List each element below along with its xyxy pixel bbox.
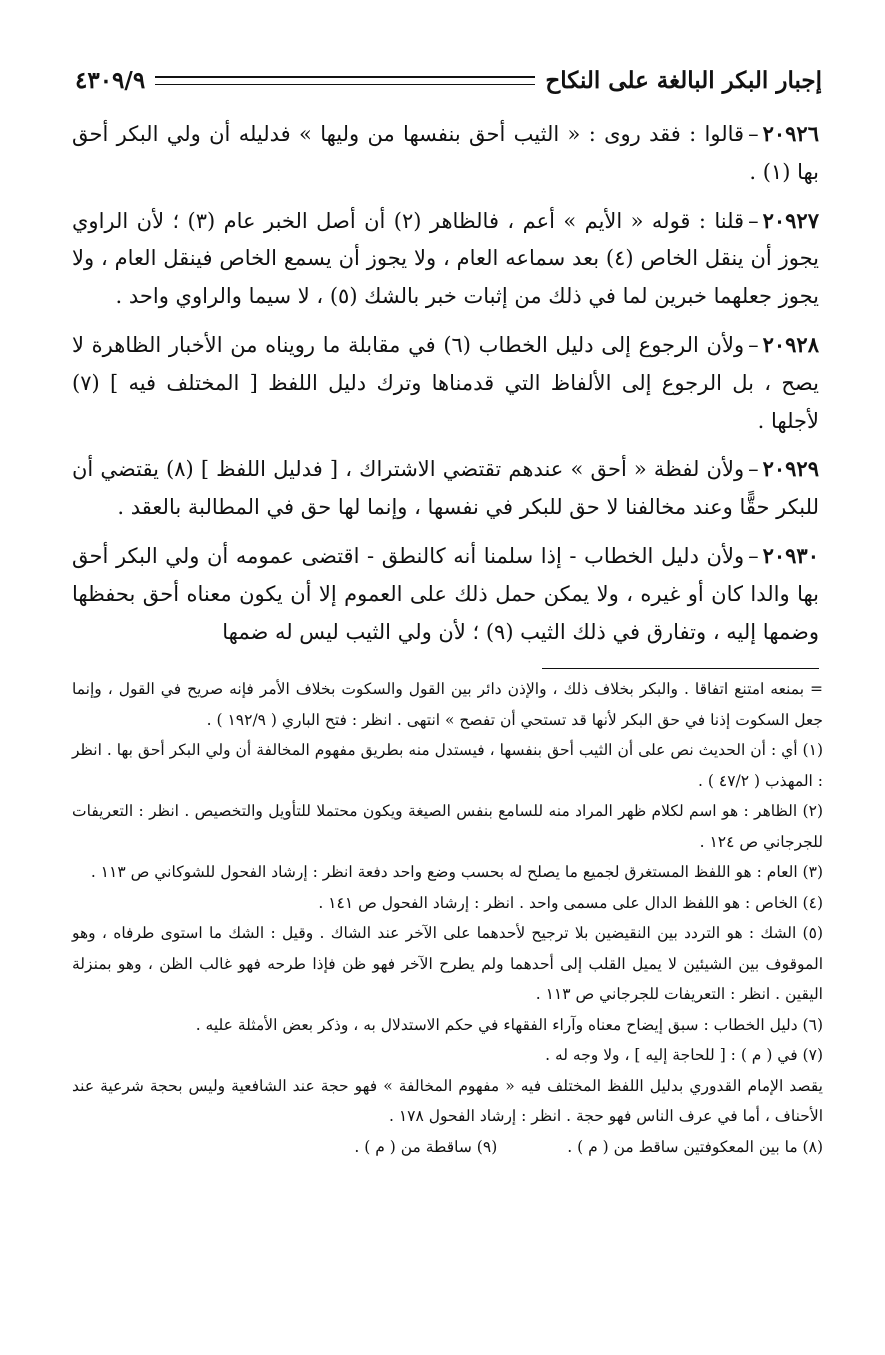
footnotes — [72, 674, 823, 1162]
paragraph-text: ولأن الرجوع إلى دليل الخطاب (٦) في مقابلة ما رويناه من الأخبار الظاهرة لا يصح ، بل الرجوع إلى الألفاظ التي قدمناها وترك دليل اللفظ [ المختلف فيه ] (٧) لأجلها . — [72, 332, 819, 433]
paragraph: ٢٠٩٣٠–ولأن دليل الخطاب - إذا سلمنا أنه كالنطق - اقتضى عمومه أن ولي البكر أحق بها والدا كان أو غيره ، ولا يمكن حمل ذلك على العموم إلا أن يكون معناه أحق بحفظها وضمها إليه ، وتفارق في ذلك الثيب (٩) ؛ لأن ولي الثيب ليس له ضمها — [72, 542, 819, 644]
paragraph-number: ٢٠٩٢٦ — [762, 121, 819, 146]
paragraph: ٢٠٩٢٧–قلنا : قوله « الأيم » أعم ، فالظاهر (٢) أن أصل الخبر عام (٣) ؛ لأن الراوي يجوز أن ينقل الخاص (٤) بعد سماعه العام ، ولا يجوز أن يسمع الخاص فينقل العام ، ولا يجوز جعلهما خبرين لما في ذلك من إثبات خبر بالشك (٥) ، لا سيما والراوي واحد . — [72, 207, 819, 309]
footnote-8: (٨) ما بين المعكوفتين ساقط من ( م ) . — [567, 1137, 823, 1156]
footnote-4: (٤) الخاص : هو اللفظ الدال على مسمى واحد . انظر : إرشاد الفحول ص ١٤١ . — [318, 893, 823, 912]
footnote-3: (٣) العام : هو اللفظ المستغرق لجميع ما يصلح له بحسب وضع واحد دفعة انظر : إرشاد الفحول للشوكاني ص ١١٣ . — [90, 863, 823, 881]
header-rule — [155, 76, 535, 85]
footnote-1: (١) أي : أن الحديث نص على أن الثيب أحق بنفسها ، فيستدل منه بطريق مفهوم المخالفة أن ولي البكر أحق بها . انظر : المهذب ( ٤٧/٢ ) . — [72, 741, 823, 790]
footnote-continuation: = بمنعه امتنع اتفاقا . والبكر بخلاف ذلك ، والإذن دائر بين القول والسكوت بخلاف الأمر فإنه صريح في القول ، وإنما جعل السكوت إذنا في حق البكر لأنها قد تستحي أن تفصح » انتهى . انظر : فتح الباري ( ١٩٢/٩ ) . — [72, 680, 823, 729]
paragraph: ٢٠٩٢٨–ولأن الرجوع إلى دليل الخطاب (٦) في مقابلة ما رويناه من الأخبار الظاهرة لا يصح ، بل الرجوع إلى الألفاظ التي قدمناها وترك دليل اللفظ [ المختلف فيه ] (٧) لأجلها . — [72, 331, 819, 433]
footnote-7-note: يقصد الإمام القدوري بدليل اللفظ المختلف فيه « مفهوم المخالفة » فهو حجة عند الشافعية وليس بحجة شرعية عند الأحناف ، أما في عرف الناس فهو حجة . انظر : إرشاد الفحول ١٧٨ . — [72, 1076, 823, 1125]
footnote-5: (٥) الشك : هو التردد بين النقيضين بلا ترجيح لأحدهما على الآخر عند الشاك . وقيل : الشك ما استوى طرفاه ، وهو الموقوف بين الشيئين لا يميل القلب إلى أحدهما ولم يطرح الآخر فهو ظن فإذا طرحه فهو غالب الظن ، وهو بمنزلة اليقين . انظر : التعريفات للجرجاني ص ١١٣ . — [72, 924, 823, 1003]
paragraph: ٢٠٩٢٩–ولأن لفظة « أحق » عندهم تقتضي الاشتراك ، [ فدليل اللفظ ] (٨) يقتضي أن للبكر حقًّا وعند مخالفنا لا حق للبكر في نفسها ، وإنما لها حق في المطالبة بالعقد . — [72, 456, 819, 520]
paragraph-number: ٢٠٩٢٧ — [762, 207, 819, 233]
footnote-7: (٧) في ( م ) : [ للحاجة إليه ] ، ولا وجه له . — [545, 1046, 823, 1064]
footnote-last-row — [72, 1132, 823, 1163]
paragraph-number: ٢٠٩٣٠ — [762, 542, 819, 568]
paragraph-number: ٢٠٩٢٩ — [762, 456, 819, 482]
paragraph: ٢٠٩٢٦–قالوا : فقد روى : « الثيب أحق بنفسها من وليها » فدليله أن ولي البكر أحق بها (١) . — [72, 121, 819, 184]
footnote-9: (٩) ساقطة من ( م ) . — [354, 1137, 498, 1156]
footnote-6: (٦) دليل الخطاب : سبق إيضاح معناه وآراء الفقهاء في حكم الاستدلال به ، وذكر بعض الأمثلة عليه . — [195, 1015, 823, 1034]
paragraph-text: ولأن لفظة « أحق » عندهم تقتضي الاشتراك ، [ فدليل اللفظ ] (٨) يقتضي أن للبكر حقًّا وعند مخالفنا لا حق للبكر في نفسها ، وإنما لها حق في المطالبة بالعقد . — [72, 457, 819, 520]
header-title: إجبار البكر البالغة على النكاح — [545, 66, 822, 94]
footnote-separator — [542, 668, 819, 669]
paragraph-number: ٢٠٩٢٨ — [762, 331, 819, 357]
paragraph-text: ولأن دليل الخطاب - إذا سلمنا أنه كالنطق - اقتضى عمومه أن ولي البكر أحق بها والدا كان أو غيره ، ولا يمكن حمل ذلك على العموم إلا أن يكون معناه أحق بحفظها وضمها إليه ، وتفارق في ذلك الثيب (٩) ؛ لأن ولي الثيب ليس له ضمها — [72, 543, 819, 644]
footnote-2: (٢) الظاهر : هو اسم لكلام ظهر المراد منه للسامع بنفس الصيغة ويكون محتملا للتأويل والتخصيص . انظر : التعريفات للجرجاني ص ١٢٤ . — [72, 802, 823, 851]
running-header — [75, 62, 822, 98]
paragraph-text: قلنا : قوله « الأيم » أعم ، فالظاهر (٢) أن أصل الخبر عام (٣) ؛ لأن الراوي يجوز أن ينقل الخاص (٤) بعد سماعه العام ، ولا يجوز أن يسمع الخاص فينقل العام ، ولا يجوز جعلهما خبرين لما في ذلك من إثبات خبر بالشك (٥) ، لا سيما والراوي واحد . — [72, 208, 819, 309]
paragraph-text: قالوا : فقد روى : « الثيب أحق بنفسها من وليها » فدليله أن ولي البكر أحق بها (١) . — [72, 122, 819, 184]
page-number: ٤٣٠٩/٩ — [75, 66, 146, 94]
main-text — [72, 115, 819, 661]
